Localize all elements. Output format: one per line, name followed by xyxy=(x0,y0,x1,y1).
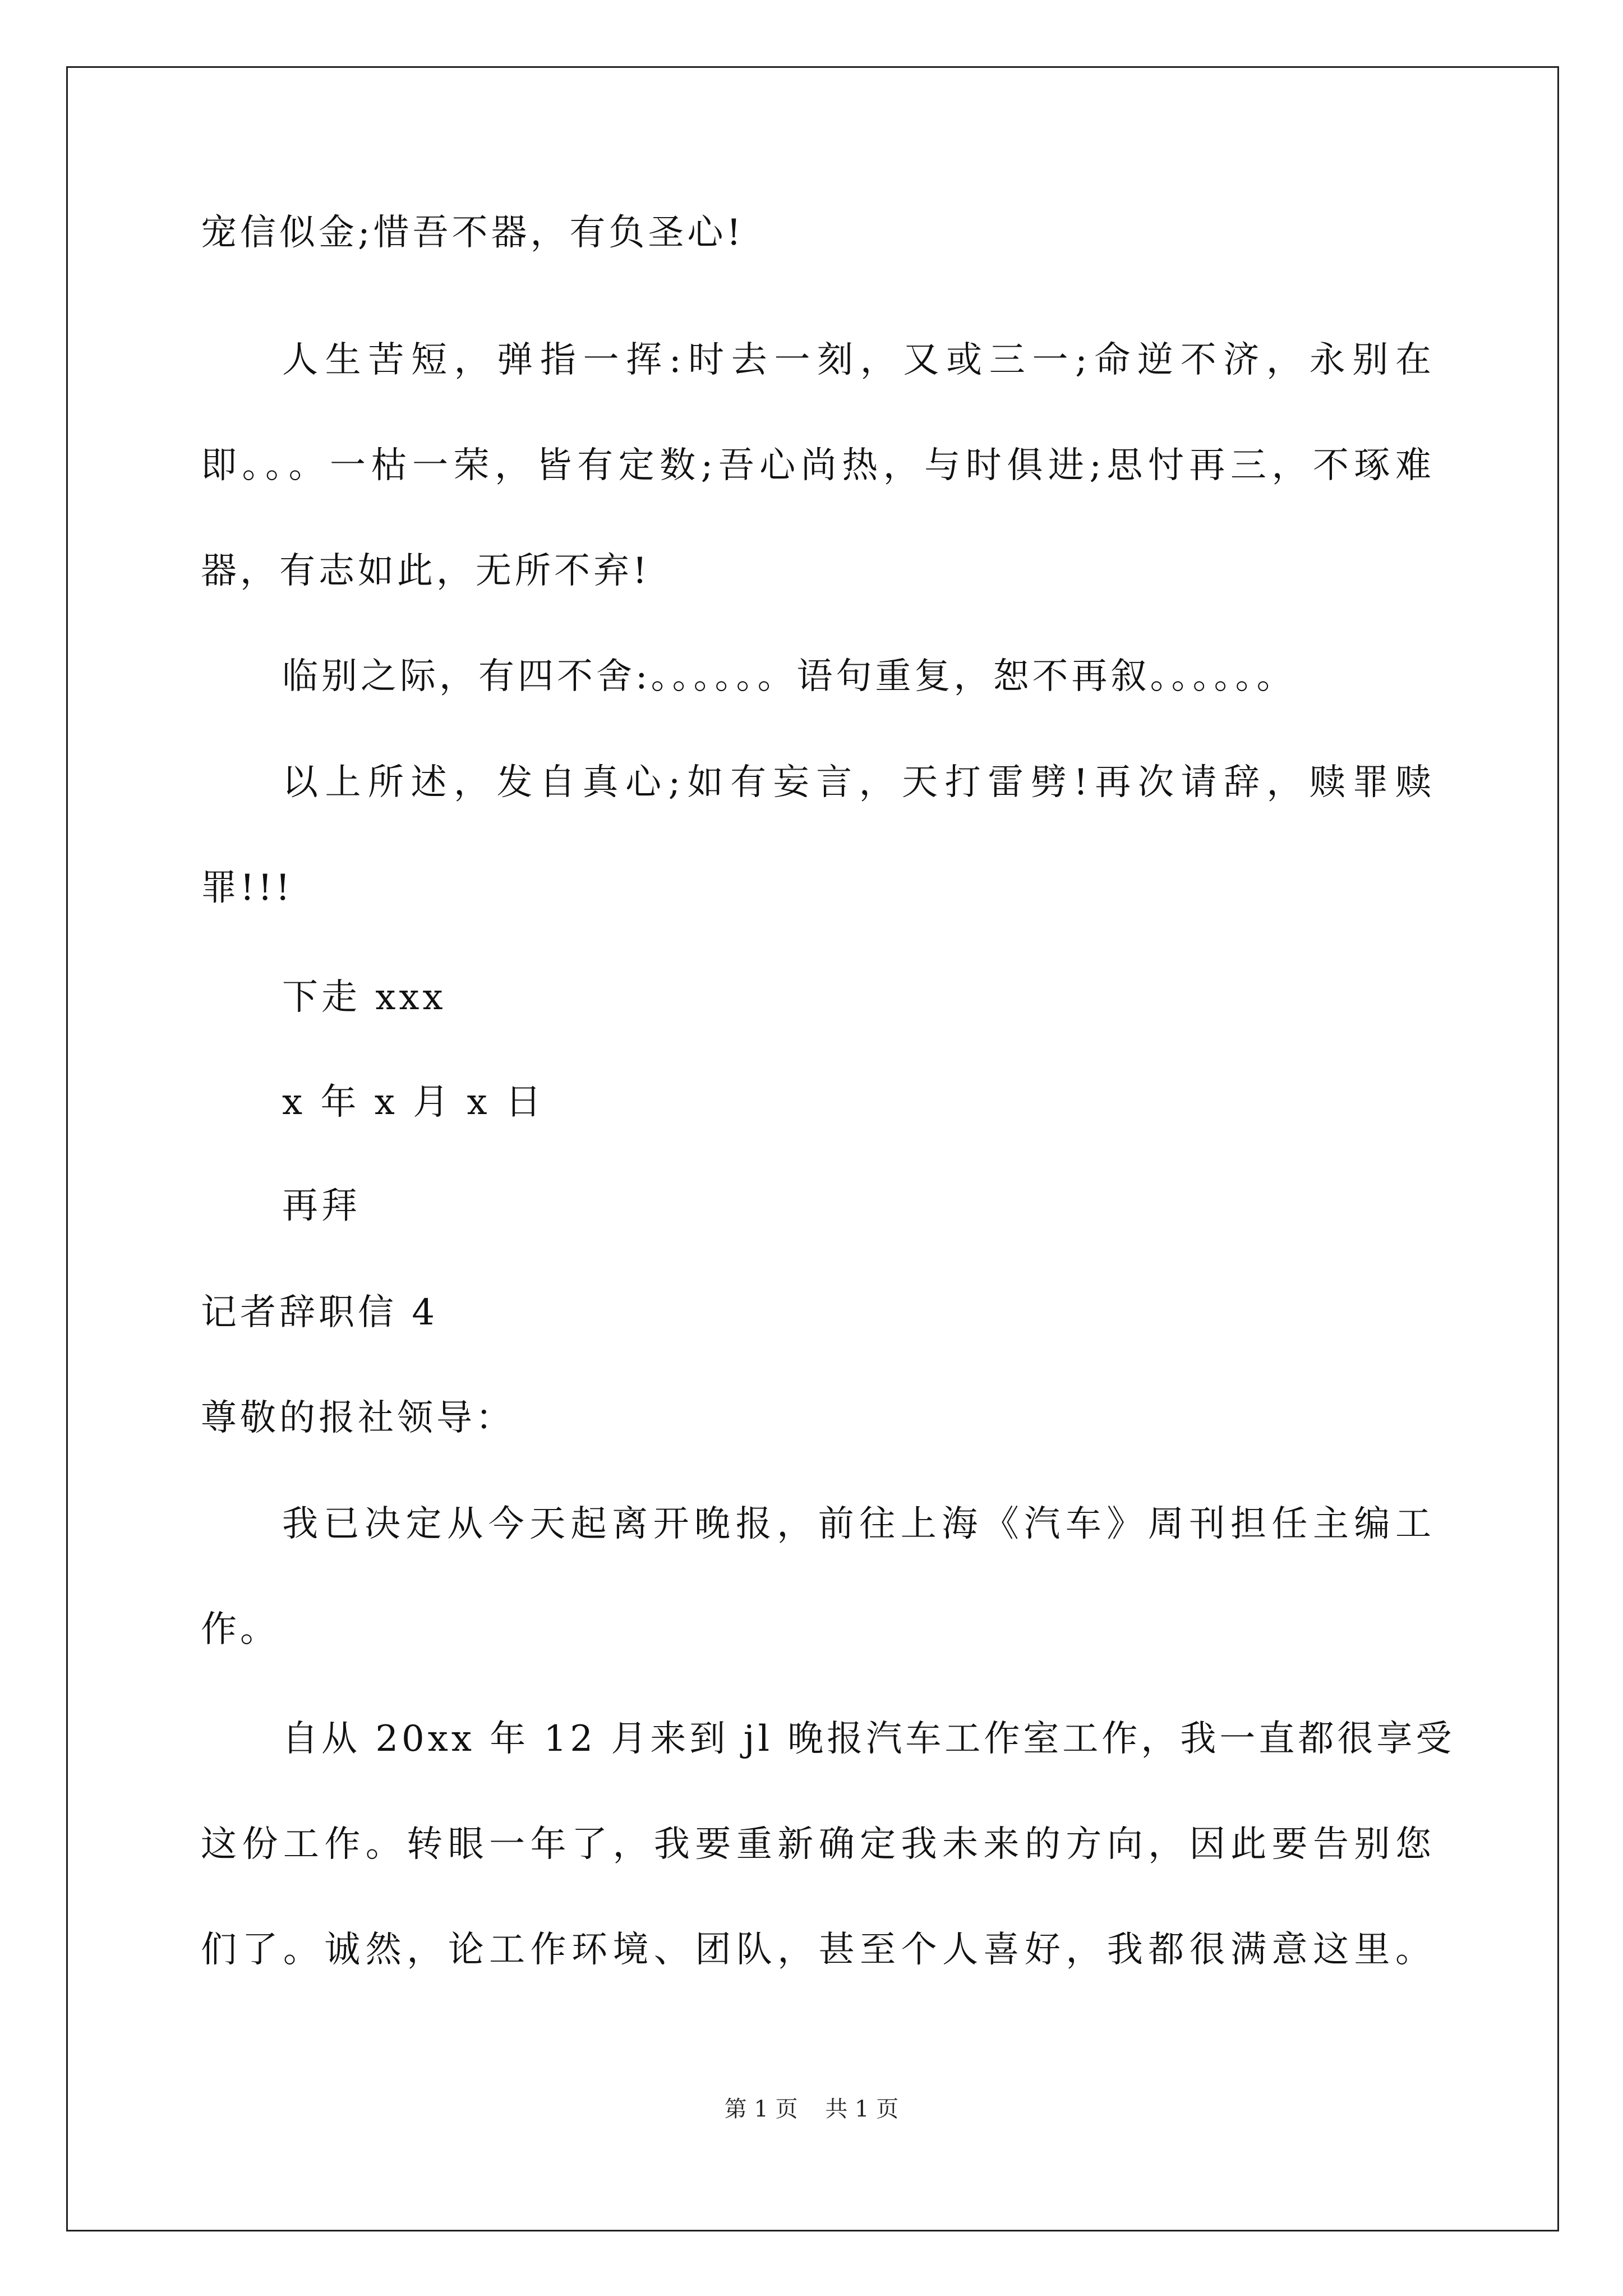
text-line: 以上所述，发自真心;如有妄言，天打雷劈!再次请辞，赎罪赎 xyxy=(282,762,1435,803)
section-heading: 记者辞职信 4 xyxy=(201,1292,439,1333)
page-footer xyxy=(0,2095,1623,2123)
salutation: 尊敬的报社领导： xyxy=(201,1397,515,1439)
text-line: 作。 xyxy=(201,1609,279,1650)
text-line: 这份工作。转眼一年了，我要重新确定我未来的方向，因此要告别您 xyxy=(201,1824,1435,1865)
text-line: 器，有志如此，无所不弃! xyxy=(201,550,651,592)
page-number: 第 1 页 xyxy=(724,2096,798,2122)
page-border xyxy=(66,66,1559,2231)
text-line: 即。。。一枯一荣，皆有定数;吾心尚热，与时俱进;思忖再三，不琢难 xyxy=(201,445,1435,486)
text-line: 临别之际，有四不舍:。。。。。。语句重复，恕不再叙。。。。。。 xyxy=(282,656,1296,697)
text-line: 宠信似金;惜吾不器，有负圣心! xyxy=(201,212,745,254)
page-total: 共 1 页 xyxy=(825,2096,899,2122)
text-line: 我已决定从今天起离开晚报，前往上海《汽车》周刊担任主编工 xyxy=(282,1503,1435,1545)
text-line: 人生苦短，弹指一挥:时去一刻，又或三一;命逆不济，永别在 xyxy=(282,339,1435,381)
text-line: 下走 xxx xyxy=(282,977,446,1018)
text-line: x 年 x 月 x 日 xyxy=(282,1082,545,1123)
text-line: 再拜 xyxy=(282,1185,361,1227)
text-line: 罪!!! xyxy=(201,867,294,909)
text-line: 自从 20xx 年 12 月来到 jl 晚报汽车工作室工作，我一直都很享受 xyxy=(282,1718,1455,1760)
text-line: 们了。诚然，论工作环境、团队，甚至个人喜好，我都很满意这里。 xyxy=(201,1929,1435,1971)
